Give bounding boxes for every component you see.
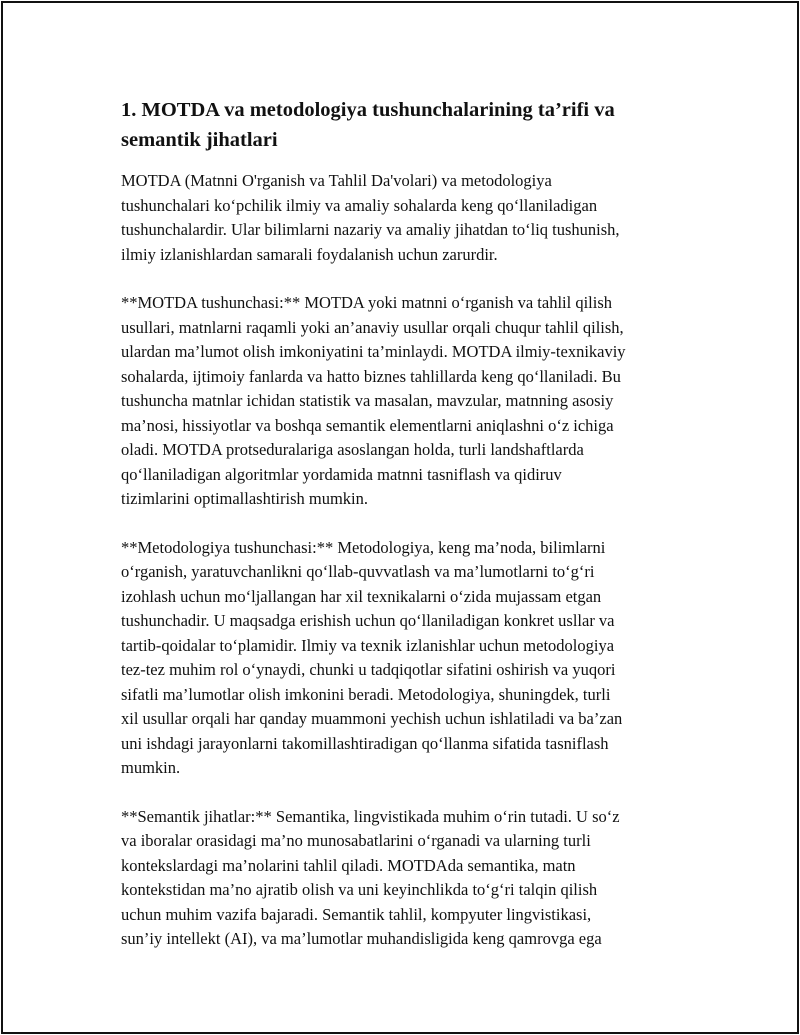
paragraph-semantics: **Semantik jihatlar:** Semantika, lingvistikada muhim oʻrin tutadi. U soʻz va iboralar orasidagi ma’no munosabatlarini oʻrganadi va ularning turli kontekslardagi ma’nolarini tahlil qiladi. MOTDAda semantika, matn kontekstidan ma’no ajratib olish va uni keyinchlikda toʻgʻri talqin qilish uchun muhim vazifa bajaradi. Semantik tahlil, kompyuter lingvistikasi, sun’iy intellekt (AI), va ma’lumotlar muhandisligida keng qamrovga ega — [121, 806, 620, 948]
page-frame — [1, 1, 799, 1034]
paragraph-methodology: **Metodologiya tushunchasi:** Metodologiya, keng ma’noda, bilimlarni oʻrganish, yaratuvchanlikni qoʻllab-quvvatlash va ma’lumotlarni toʻgʻri izohlash uchun moʻljallangan har xil texnikalarni oʻzida mujassam etgan tushunchadir. U maqsadga erishish uchun qoʻllaniladigan konkret usllar va tartib-qoidalar toʻplamidir. Ilmiy va texnik izlanishlar uchun metodologiya tez-tez muhim rol oʻynaydi, chunki u tadqiqotlar sifatini oshirish va yuqori sifatli ma’lumotlar olish imkonini beradi. Metodologiya, shuningdek, turli xil usullar orqali har qanday muammoni yechish uchun ishlatiladi va ba’zan uni ishdagi jarayonlarni takomillashtiradigan qoʻllanma sifatida tasniflash mumkin. — [121, 537, 623, 777]
paragraph-motda: **MOTDA tushunchasi:** MOTDA yoki matnni oʻrganish va tahlil qilish usullari, matnlarni raqamli yoki an’anaviy usullar orqali chuqur tahlil qilish, ulardan ma’lumot olish imkoniyatini ta’minlaydi. MOTDA ilmiy-texnikaviy sohalarda, ijtimoiy fanlarda va hatto biznes tahlillarda keng qoʻllaniladi. Bu tushuncha matnlar ichidan statistik va masalan, mavzular, matnning asosiy ma’nosi, hissiyotlar va boshqa semantik elementlarni aniqlashni oʻz ichiga oladi. MOTDA protseduralariga asoslangan holda, turli landshaftlarda qoʻllaniladigan algoritmlar yordamida matnni tasniflash va qidiruv tizimlarini optimallashtirish mumkin. — [121, 293, 626, 508]
section-heading: 1. MOTDA va metodologiya tushunchalarining ta’rifi va semantik jihatlari — [121, 99, 615, 151]
document-body — [121, 95, 687, 976]
paragraph-intro: MOTDA (Matnni O'rganish va Tahlil Da'volari) va metodologiya tushunchalari koʻpchilik ilmiy va amaliy sohalarda keng qoʻllaniladigan tushunchalardir. Ular bilimlarni nazariy va amaliy jihatdan toʻliq tushunish, ilmiy izlanishlardan samarali foydalanish uchun zarurdir. — [121, 171, 620, 264]
